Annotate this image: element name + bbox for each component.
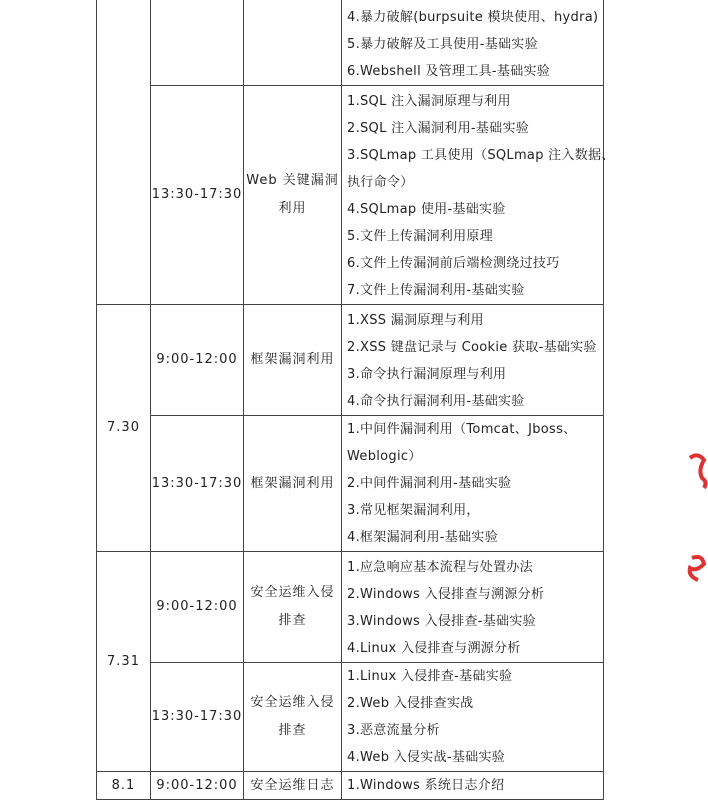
list-item: 4.框架漏洞利用-基础实验	[347, 530, 498, 545]
time-cell: 9:00-12:00	[156, 777, 238, 793]
list-item: 6.Webshell 及管理工具-基础实验	[347, 64, 551, 79]
list-item: 2.Web 入侵排查实战	[347, 696, 474, 711]
topic-text: 利用	[278, 201, 307, 216]
list-item: 1.Linux 入侵排查-基础实验	[347, 669, 513, 684]
time-cell: 9:00-12:00	[156, 599, 238, 614]
topic-cell: 安全运维日志	[250, 777, 335, 793]
topic-text: Web 关键漏洞	[246, 173, 339, 188]
date-cell: 8.1	[111, 777, 136, 793]
content-list	[347, 307, 605, 415]
list-item: 4.Web 入侵实战-基础实验	[347, 750, 506, 765]
date-cell: 7.31	[107, 653, 140, 669]
list-item: 1.XSS 漏洞原理与利用	[347, 313, 484, 328]
content-list	[347, 772, 605, 799]
list-item: 4.SQLmap 使用-基础实验	[347, 202, 506, 217]
seal-stamp-fragment	[684, 440, 708, 590]
time-cell: 9:00-12:00	[156, 352, 238, 367]
seal-stroke	[690, 557, 704, 580]
time-cell: 13:30-17:30	[151, 187, 243, 202]
table-col-line-3	[341, 0, 342, 800]
list-item: 7.文件上传漏洞利用-基础实验	[347, 283, 525, 298]
list-item: 3.SQLmap 工具使用（SQLmap 注入数据、	[347, 148, 615, 163]
list-item: 2.XSS 键盘记录与 Cookie 获取-基础实验	[347, 340, 597, 355]
topic-text: 安全运维入侵	[250, 695, 335, 710]
list-item: 4.暴力破解(burpsuite 模块使用、hydra)	[347, 10, 599, 25]
list-item: 4.Linux 入侵排查与溯源分析	[347, 641, 521, 656]
list-item: 5.暴力破解及工具使用-基础实验	[347, 37, 538, 52]
topic-cell	[244, 663, 341, 771]
content-list	[347, 88, 615, 304]
list-item: 5.文件上传漏洞利用原理	[347, 229, 494, 244]
content-list	[347, 4, 605, 85]
topic-text: 安全运维入侵	[250, 585, 335, 600]
content-list	[347, 416, 605, 551]
topic-cell: 框架漏洞利用	[250, 352, 335, 367]
list-item: 2.Windows 入侵排查与溯源分析	[347, 587, 545, 602]
list-item: 4.命令执行漏洞利用-基础实验	[347, 394, 525, 409]
list-item: 1.Windows 系统日志介绍	[347, 778, 505, 793]
list-item: 2.SQL 注入漏洞利用-基础实验	[347, 121, 530, 136]
list-item: 1.应急响应基本流程与处置办法	[347, 560, 533, 575]
content-list	[347, 663, 605, 771]
topic-cell	[244, 552, 341, 662]
time-cell: 13:30-17:30	[151, 709, 243, 724]
topic-cell: 框架漏洞利用	[250, 475, 335, 491]
list-item: 1.SQL 注入漏洞原理与利用	[347, 94, 511, 109]
topic-cell	[244, 86, 341, 304]
list-item: 1.中间件漏洞利用（Tomcat、Jboss、	[347, 422, 577, 437]
time-cell: 13:30-17:30	[151, 475, 243, 491]
content-list	[347, 554, 605, 662]
list-item: 3.常见框架漏洞利用，	[347, 503, 480, 518]
date-cell: 7.30	[107, 420, 140, 435]
list-item: 3.Windows 入侵排查-基础实验	[347, 614, 536, 629]
topic-text: 排查	[278, 613, 307, 628]
list-item: 执行命令）	[347, 175, 414, 190]
list-item: 3.恶意流量分析	[347, 723, 440, 738]
topic-text: 排查	[278, 723, 307, 738]
list-item: 2.中间件漏洞利用-基础实验	[347, 476, 512, 491]
list-item: 6.文件上传漏洞前后端检测绕过技巧	[347, 256, 560, 271]
list-item: Weblogic）	[347, 449, 422, 464]
seal-stroke	[690, 455, 706, 488]
list-item: 3.命令执行漏洞原理与利用	[347, 367, 507, 382]
